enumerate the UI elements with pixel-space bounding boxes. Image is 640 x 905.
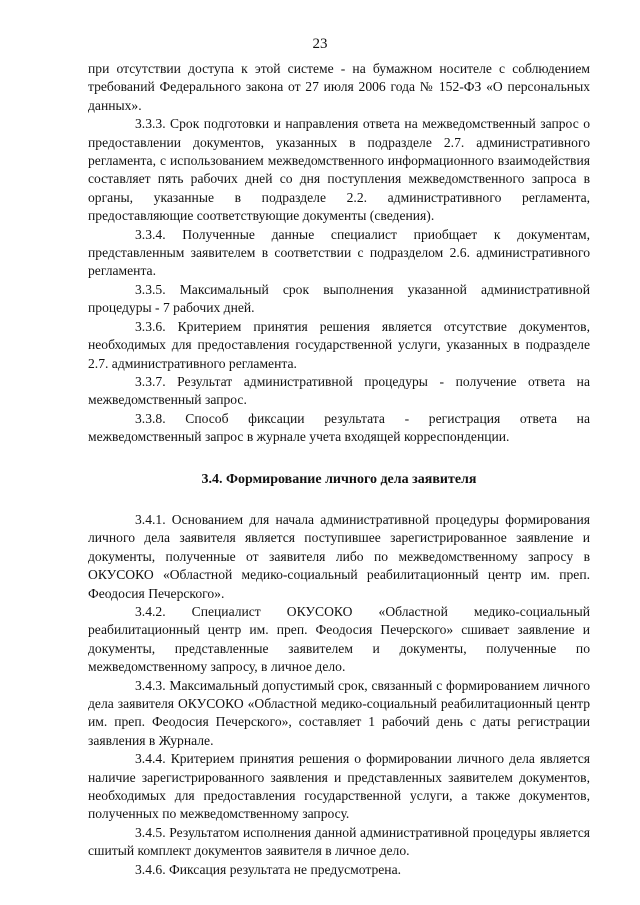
paragraph-3-3-5: 3.3.5. Максимальный срок выполнения указанной административной процедуры - 7 рабочих дней.: [88, 281, 590, 316]
paragraph-3-4-6: 3.4.6. Фиксация результата не предусмотрена.: [135, 861, 402, 877]
paragraph-continuation: при отсутствии доступа к этой системе - на бумажном носителе с соблюдением требований Федерального закона от 27 июля 2006 года № 152-ФЗ «О персональных данных».: [88, 61, 590, 113]
paragraph-3-4-4: 3.4.4. Критерием принятия решения о формировании личного дела является наличие зарегистрированного заявления и представленных заявителем документов, необходимых для предоставления государственной услуги, а также документов, полученных по межведомственному запросу.: [88, 751, 590, 822]
document-body: [88, 60, 590, 879]
paragraph-3-4-5: 3.4.5. Результатом исполнения данной административной процедуры является сшитый комплект документов заявителя в личное дело.: [88, 824, 590, 859]
paragraph-3-3-7: 3.3.7. Результат административной процедуры - получение ответа на межведомственный запрос.: [88, 373, 590, 408]
paragraph-3-3-6: 3.3.6. Критерием принятия решения является отсутствие документов, необходимых для предоставления государственной услуги, указанных в подразделе 2.7. административного регламента.: [88, 318, 590, 371]
paragraph-3-3-3: 3.3.3. Срок подготовки и направления ответа на межведомственный запрос о предоставлении документов, указанных в подразделе 2.7. административного регламента, с использованием межведомственного информационного взаимодействия составляет пять рабочих дней со дня поступления межведомственного запроса в органы, указанные в подразделе 2.2. административного регламента, предоставляющие соответствующие документы (сведения).: [88, 116, 590, 224]
paragraph-3-3-8: 3.3.8. Способ фиксации результата - регистрация ответа на межведомственный запрос в журнале учета входящей корреспонденции.: [88, 410, 590, 445]
paragraph-3-4-1: 3.4.1. Основанием для начала административной процедуры формирования личного дела заявителя является поступившее зарегистрированное заявление и документы, полученные от заявителя либо по межведомственному запросу в ОКУСОКО «Областной медико-социальный реабилитационный центр им. преп. Феодосия Печерского».: [88, 511, 590, 601]
paragraph-3-3-4: 3.3.4. Полученные данные специалист приобщает к документам, представленным заявителем в соответствии с подразделом 2.6. административного регламента.: [88, 226, 590, 279]
section-heading: 3.4. Формирование личного дела заявителя: [201, 471, 477, 487]
paragraph-3-4-3: 3.4.3. Максимальный допустимый срок, связанный с формированием личного дела заявителя ОКУСОКО «Областной медико-социальный реабилитационный центр им. преп. Феодосия Печерского», составляет 1 рабочий день с даты регистрации заявления в Журнале.: [88, 677, 590, 748]
page-number: 23: [312, 36, 328, 52]
paragraph-3-4-2: 3.4.2. Специалист ОКУСОКО «Областной медико-социальный реабилитационный центр им. преп. Феодосия Печерского» сшивает заявление и документы, представленные заявителем и документы, полученные по межведомственному запросу, в личное дело.: [88, 603, 590, 675]
